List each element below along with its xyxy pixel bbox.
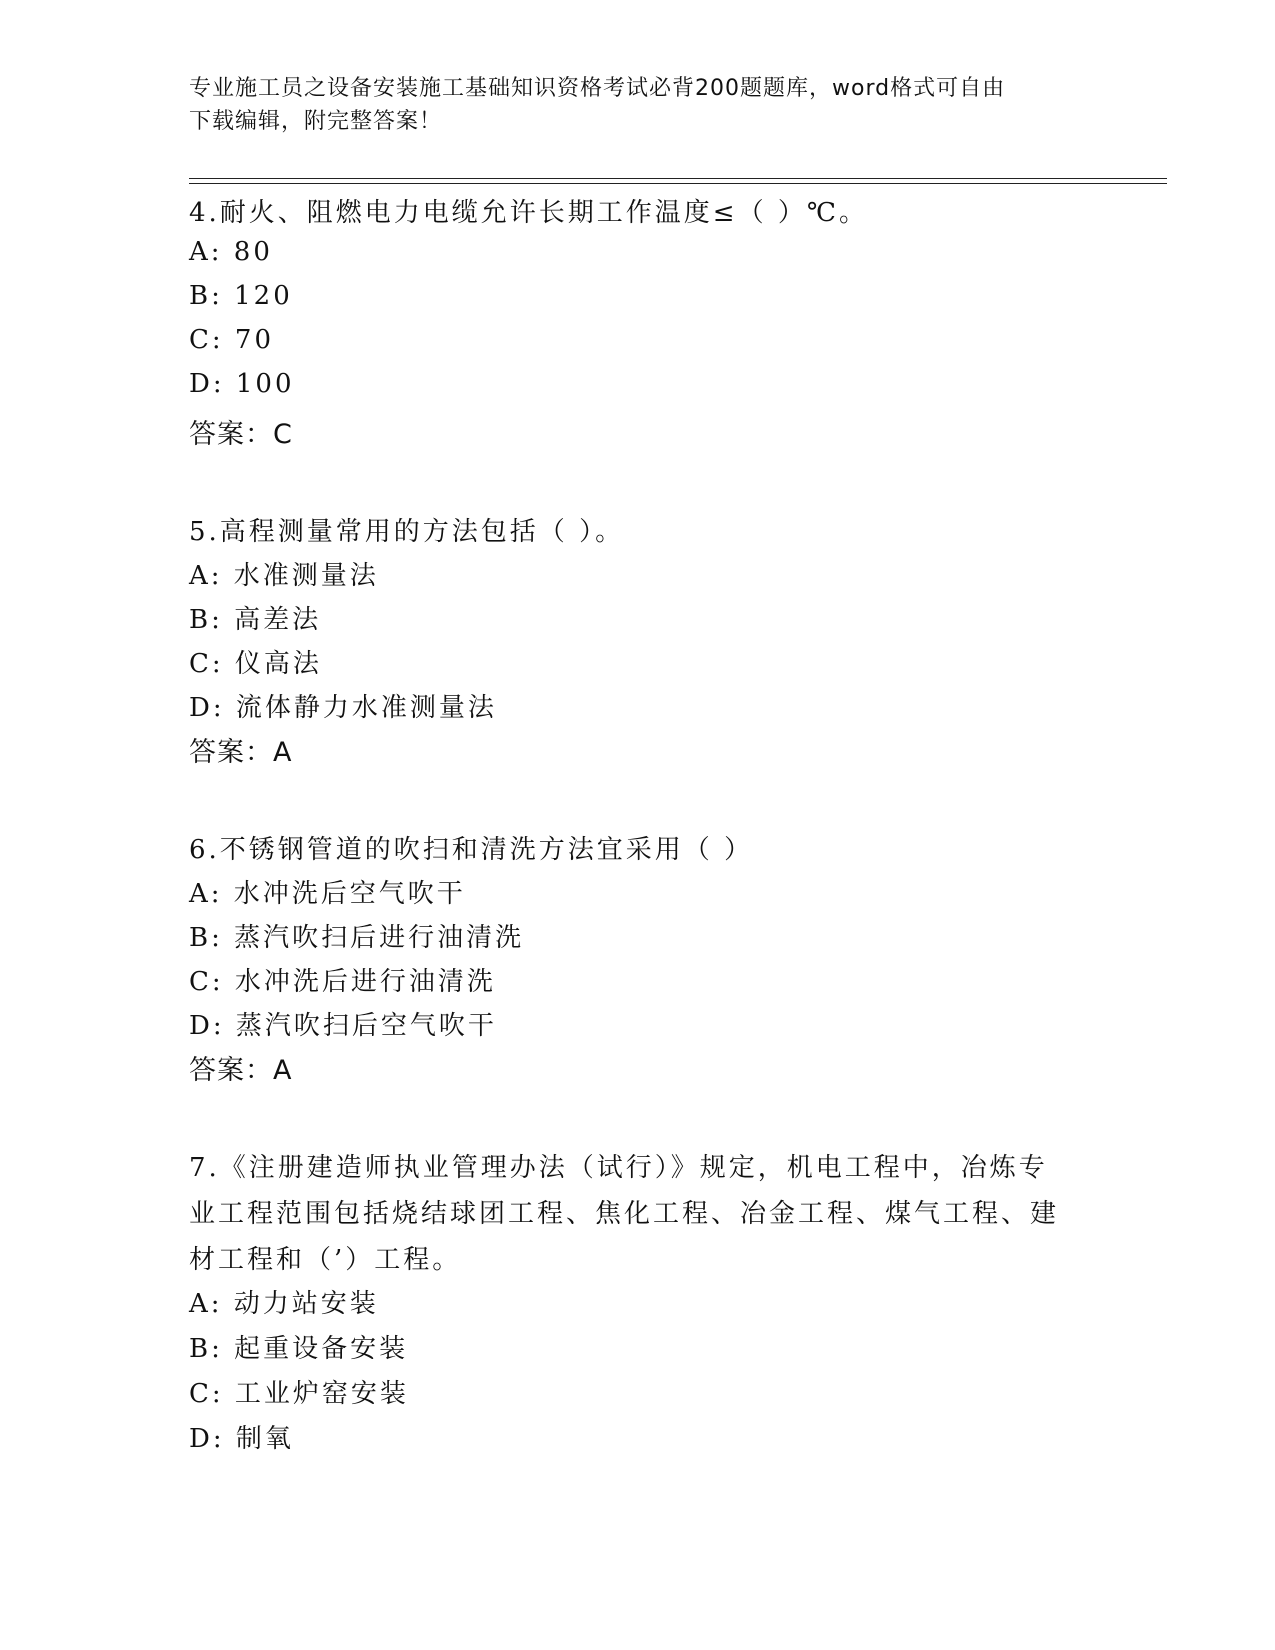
question-5-option-d: D: 流体静力水准测量法 bbox=[189, 693, 497, 723]
question-6-answer: 答案：A bbox=[189, 1055, 293, 1086]
question-4-answer: 答案：C bbox=[189, 419, 293, 450]
question-7-option-b: B: 起重设备安装 bbox=[189, 1334, 409, 1364]
question-7-option-a: A: 动力站安装 bbox=[189, 1289, 379, 1319]
question-7-stem-line-3: 材工程和（’）工程。 bbox=[189, 1245, 462, 1275]
question-7-option-c: C: 工业炉窑安装 bbox=[189, 1379, 409, 1409]
intro-line-1: 专业施工员之设备安装施工基础知识资格考试必背200题题库，word格式可自由 bbox=[189, 76, 1006, 101]
question-6-option-a: A: 水冲洗后空气吹干 bbox=[189, 879, 466, 909]
question-7-stem-line-1: 7.《注册建造师执业管理办法（试行）》规定，机电工程中，冶炼专 bbox=[189, 1153, 1048, 1183]
question-5-stem: 5.高程测量常用的方法包括（ ）。 bbox=[189, 517, 625, 547]
question-7-option-d: D: 制氧 bbox=[189, 1424, 294, 1454]
intro-line-2: 下载编辑，附完整答案！ bbox=[189, 109, 443, 134]
question-6-option-b: B: 蒸汽吹扫后进行油清洗 bbox=[189, 923, 525, 953]
question-7-stem-line-2: 业工程范围包括烧结球团工程、焦化工程、冶金工程、煤气工程、建 bbox=[189, 1199, 1060, 1229]
header-divider-bottom bbox=[189, 183, 1167, 184]
document-intro bbox=[189, 72, 1069, 138]
question-5-option-c: C: 仪高法 bbox=[189, 649, 322, 679]
question-6-stem: 6.不锈钢管道的吹扫和清洗方法宜采用（ ） bbox=[189, 835, 754, 865]
header-divider-top bbox=[189, 178, 1167, 179]
question-4-option-d: D: 100 bbox=[189, 369, 295, 399]
question-4-option-a: A: 80 bbox=[189, 237, 273, 267]
question-5-option-b: B: 高差法 bbox=[189, 605, 322, 635]
question-6-option-c: C: 水冲洗后进行油清洗 bbox=[189, 967, 496, 997]
question-4-stem: 4.耐火、阻燃电力电缆允许长期工作温度≤（ ）℃。 bbox=[189, 198, 868, 228]
question-4-option-c: C: 70 bbox=[189, 325, 275, 355]
question-5-option-a: A: 水准测量法 bbox=[189, 561, 379, 591]
question-6-option-d: D: 蒸汽吹扫后空气吹干 bbox=[189, 1011, 497, 1041]
question-4-option-b: B: 120 bbox=[189, 281, 293, 311]
question-5-answer: 答案：A bbox=[189, 737, 293, 768]
